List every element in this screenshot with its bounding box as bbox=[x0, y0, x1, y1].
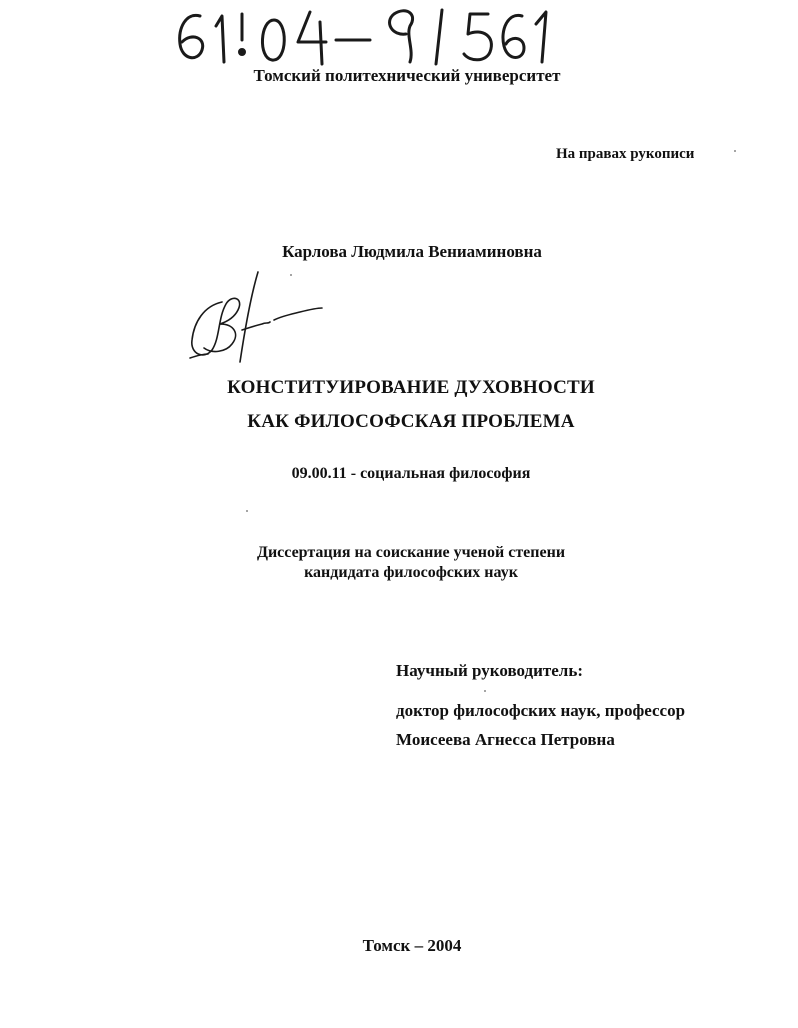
degree-statement bbox=[0, 543, 798, 583]
thesis-title-line-2: КАК ФИЛОСОФСКАЯ ПРОБЛЕМА bbox=[247, 411, 575, 432]
supervisor-degree: доктор философских наук, профессор bbox=[396, 701, 686, 720]
scan-speck bbox=[484, 690, 486, 692]
university-name: Томский политехнический университет bbox=[253, 66, 561, 85]
thesis-title-line-1: КОНСТИТУИРОВАНИЕ ДУХОВНОСТИ bbox=[227, 377, 595, 398]
handwritten-archive-code bbox=[170, 0, 570, 72]
rights-note: На правах рукописи bbox=[556, 146, 695, 162]
author-signature bbox=[182, 262, 332, 370]
author-name: Карлова Людмила Вениаминовна bbox=[282, 242, 542, 261]
supervisor-label: Научный руководитель: bbox=[396, 661, 583, 680]
specialty-code: 09.00.11 - социальная философия bbox=[291, 465, 531, 482]
city-year: Томск – 2004 bbox=[362, 936, 462, 955]
scan-speck bbox=[734, 150, 736, 152]
supervisor-name: Моисеева Агнесса Петровна bbox=[396, 730, 615, 749]
scan-speck bbox=[246, 510, 248, 512]
degree-statement-line-2: кандидата философских наук bbox=[304, 564, 518, 581]
scan-speck bbox=[290, 274, 292, 276]
degree-statement-line-1: Диссертация на соискание ученой степени bbox=[256, 544, 566, 561]
